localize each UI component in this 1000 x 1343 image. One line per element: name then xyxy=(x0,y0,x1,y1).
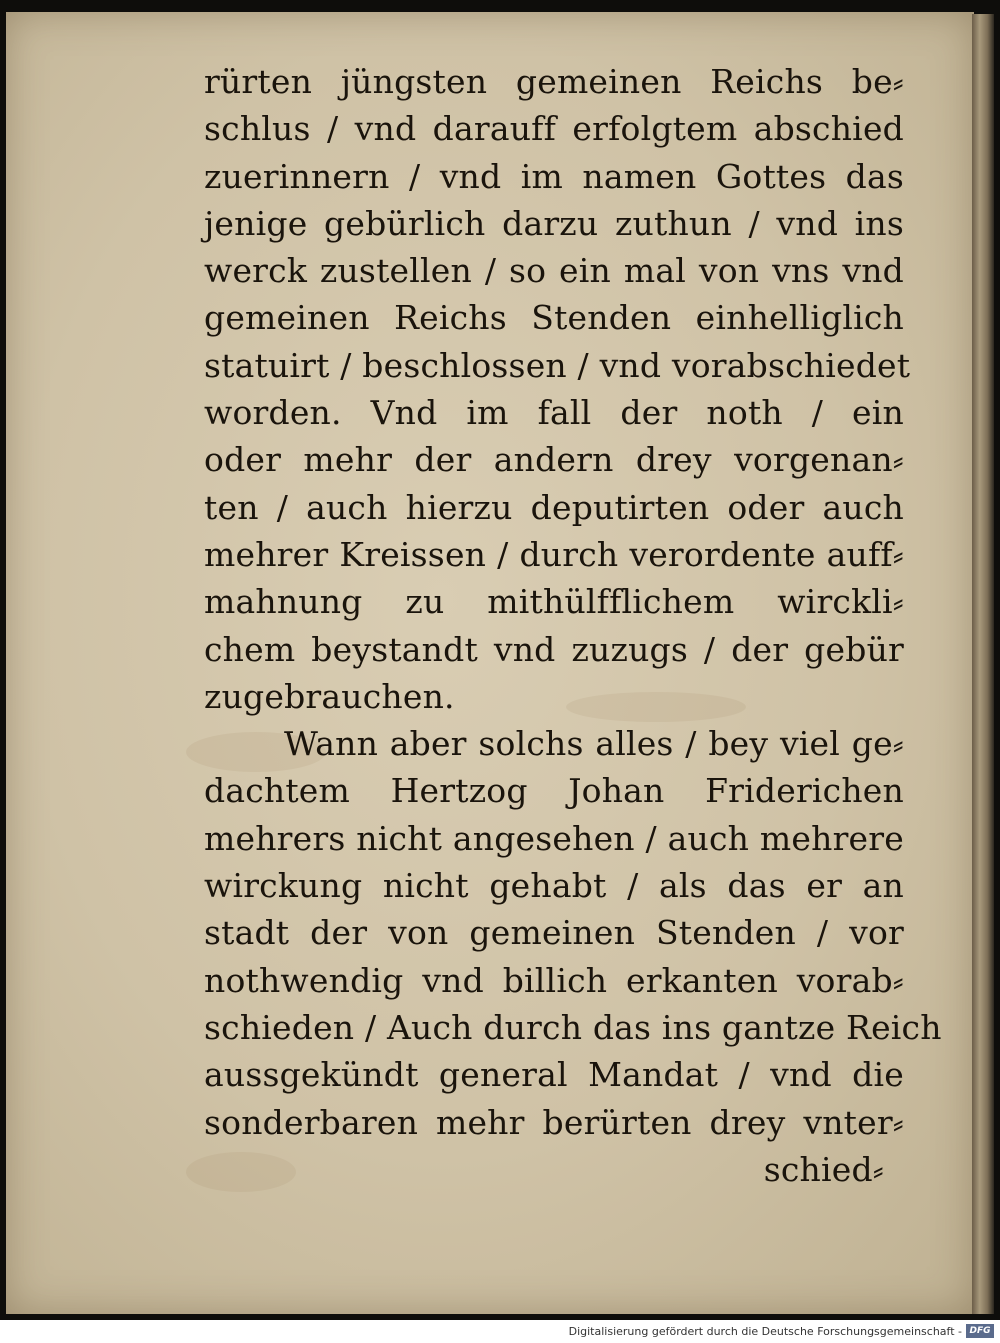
text-line: wirckung nicht gehabt / als das er an xyxy=(204,866,904,906)
text-line: werck zustellen / so ein mal von vns vnd xyxy=(204,251,904,291)
text-line: rürten jüngsten gemeinen Reichs be⸗ xyxy=(204,62,904,101)
page-edge xyxy=(972,14,994,1314)
text-line: nothwendig vnd billich erkanten vorab⸗ xyxy=(204,960,904,1000)
text-line: statuirt / beschlossen / vnd vorabschiedet xyxy=(204,345,911,385)
text-line: gemeinen Reichs Stenden einhelliglich xyxy=(204,298,904,338)
text-line: zuerinnern / vnd im namen Gottes das xyxy=(204,156,904,196)
text-line: mahnung zu mithülfflichem wirckli⸗ xyxy=(204,582,904,622)
body-text xyxy=(204,58,942,1193)
funding-credit: Digitalisierung gefördert durch die Deutsche Forschungsgemeinschaft - xyxy=(568,1325,962,1338)
text-line: sonderbaren mehr berürten drey vnter⸗ xyxy=(204,1102,904,1142)
footer-bar xyxy=(0,1320,1000,1343)
text-line: zugebrauchen. xyxy=(204,676,455,716)
text-line: aussgekündt general Mandat / vnd die xyxy=(204,1055,904,1095)
text-line: chem beystandt vnd zuzugs / der gebür xyxy=(204,629,904,669)
text-line: schieden / Auch durch das ins gantze Reich xyxy=(204,1007,942,1047)
text-line: worden. Vnd im fall der noth / ein xyxy=(204,393,904,433)
dfg-logo-icon: DFG xyxy=(966,1324,994,1338)
text-line: mehrer Kreissen / durch verordente auff⸗ xyxy=(204,534,904,574)
catchword: schied⸗ xyxy=(763,1149,884,1189)
text-line: schlus / vnd darauff erfolgtem abschied xyxy=(204,109,904,149)
text-line: oder mehr der andern drey vorgenan⸗ xyxy=(204,440,904,480)
paragraph-start-line: Wann aber solchs alles / bey viel ge⸗ xyxy=(284,724,904,764)
text-line: mehrers nicht angesehen / auch mehrere xyxy=(204,818,904,858)
text-line: ten / auch hierzu deputirten oder auch xyxy=(204,487,904,527)
text-line: dachtem Hertzog Johan Friderichen xyxy=(204,771,904,811)
text-line: stadt der von gemeinen Stenden / vor xyxy=(204,913,904,953)
text-line: jenige gebürlich darzu zuthun / vnd ins xyxy=(204,203,904,243)
